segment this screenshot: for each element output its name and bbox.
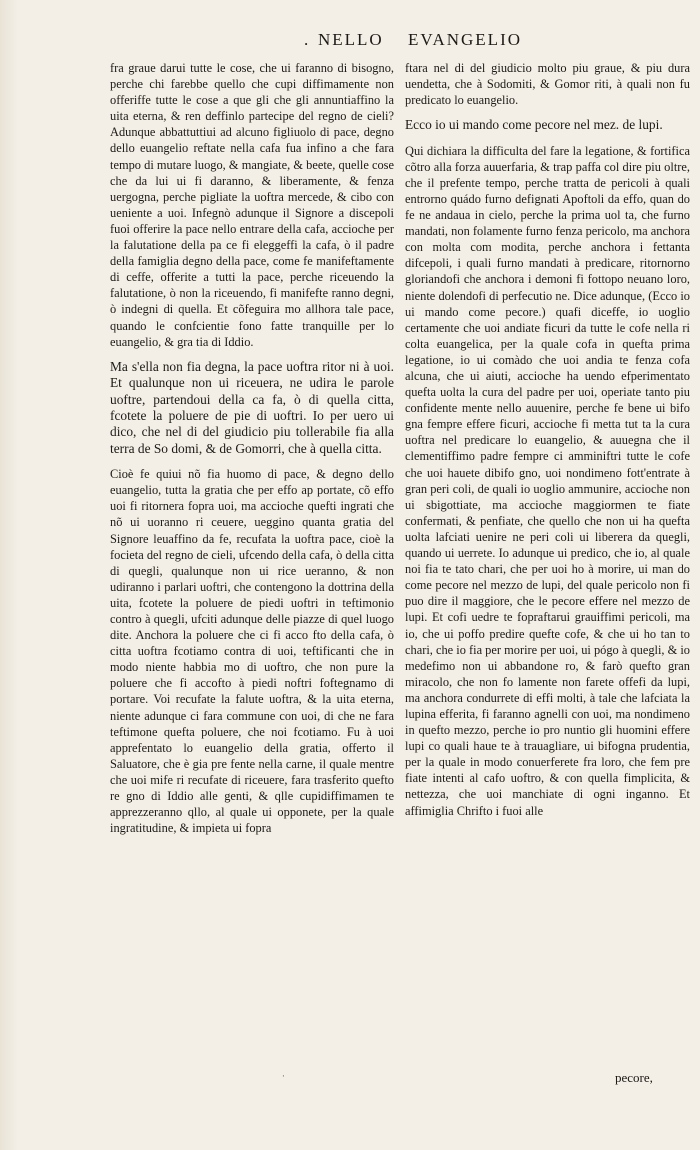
header-dot: . [304, 30, 311, 49]
left-paragraph-2: Cioè fe quiui nõ fia huomo di pace, & degno dello euangelio, tutta la gratia che per effo ap portate, cõ effo uoi fi ritornera fopra uoi, ma accioche quefti ingrati che nõ ui uoranno ri ceuere, ueggino quanta gratia del Signore leuaffino da fe, recufata la uoftra pace, cioè la focieta del regno de cieli, ufcendo della cafa, ò della citta di quegli, qualunque non ui rice ueranno, & non udiranno i parlari uoftri, che contengono la dottrina della uita, fcotete la poluere de piedi uoftri in teftimonio contro à quegli, ufciti adunque delle piazze di quel luogo dite. Anchora la poluere che ci fi acco fto della cafa, ò citta uoftra fcotiamo contra di uoi, teftificanti che in modo niente habbia mo di uoftro, che non pure la poluere che fi accofto à piedi noftri foftegnamo di portare. Voi recufate la falute uoftra, & la uita eterna, niente adunque ci fara commune con uoi, di che ne fara teftimone quefta poluere, che noi fcotiamo. Fu à uoi apprefentato lo euangelio della gratia, offerto il Saluatore, che è gia pre fente nella carne, il quale mentre che uoi mife ri recufate di riceuere, fara trasferito quefto re gno di Iddio alle genti, & qlle cupidiffimamen te apprezzeranno qllo, al quale ui opponete, per la quale ingratitudine, & impieta ui fopra [110, 467, 394, 836]
header-right-word: EVANGELIO [408, 30, 523, 49]
left-paragraph-1: fra graue darui tutte le cose, che ui faranno di bisogno, perche chi farebbe quello che cupi diffimamente non offeriffe tutte le cose a que gli che gli annuntiaffino la uita eterna, & ren deffinlo partecipe del regno de cieli? Adunque abbattuttiui ad alcuno figliuolo di pace, degno dello euangelio reftate nella cafa fua infino a che fara tempo di mutare luogo, & mangiate, & beete, quelle cose che da lui ui fi daranno, & liberamente, & fenza uergogna, perche pigliate la uoftra mercede, & cibo con ueniente a uoi. Infegnò adunque il Signore a discepoli fuoi offerire la pace nello entrare della cafa, accioche per la falutatione della pa ce fi eleggeffi la cafa, ò il padre della famiglia degno della pace, come fe manifeftamente di ceffe, offerite a tutti la pace, perche riceuendo la falutatione, ò non la riceuendo, fi manifefte ranno degni, ò indegni di quella. Et cõfeguira mo allhora tale pace, quando le confcientie fono fatte tranquille per lo euangelio, & gra tia di Iddio. [110, 61, 394, 349]
right-paragraph-1: ftara nel di del giudicio molto piu graue, & piu dura uendetta, che à Sodomiti, & Gomor riti, à quali non fu predicato lo euangelio. [405, 61, 690, 108]
catchword: pecore, [615, 1070, 653, 1085]
left-column [110, 60, 394, 845]
ink-mark: · [282, 1072, 285, 1082]
running-head [0, 30, 700, 52]
right-column [405, 60, 690, 828]
right-scripture-verse: Ecco io ui mando come pecore nel mez. de lupi. [405, 117, 663, 133]
header-left-word: NELLO [318, 30, 384, 49]
left-scripture-verse: Ma s'ella non fia degna, la pace uoftra ritor ni à uoi. Et qualunque non ui riceuera, ne udira le parole uoftre, partendoui della ca fa, ò di quella citta, fcotete la poluere de pie di uoftri. Io per uero ui dico, che nel di del giudicio piu tollerabile fia alla terra de So domi, & de Gomorri, che à quella citta. [110, 358, 394, 456]
right-paragraph-2: Qui dichiara la difficulta del fare la legatione, & fortifica cõtro alla forza auuerfaria, & trap paffa col dire piu oltre, che il prefente tempo, perche tratta de pericoli à quali entrorno quádo furno defignati Apoftoli da effo, quan do fe ne andaua in cielo, perche la prima uol ta, che furno mandati, non folamente furno fenza pericolo, ma anchora con molta com modita, perche anchora i fettanta difcepoli, i quali furno mandati à predicare, ritornorno gloriandofi che anchora i demoni fi fottopo neuano loro, niente dolendofi di perfecutio ne. Dice adunque, (Ecco io ui mando come pecore.) quafi diceffe, io uoglio certamente che uoi andiate ficuri da tutte le cofe nella ri colta euangelica, per la quale cofa in quefta prima legatione, io ui comàdo che uoi andia te fenza cofa alcuna, che ui aiuti, accioche ha uendo efperimentato quefta uolta la cura del padre per uoi, operiate tanto piu confidente mente nello auuenire, perche fe bene ui bifo gna fempre effere ficuri, accioche fi metta tut ta la cura uoftra nel predicare lo euangelio, & auuegna che il clementiffimo padre fempre ci amminiftri tutte le cofe che uoi hauete dibifo gno, uoi nondimeno fott'entrate à gran peri coli, de quali io uoglio ammunire, accioche non ui sbigottiate, ma accioche maggiormen te fiate confermati, & penfiate, che quello che non ui ha quefta uolta lafciati uenire ne peri coli ui liberera da quegli, quando ui uerrete. Io adunque ui predico, che io, al quale noi fia te tato chari, che per uoi ho à morire, ui man do come pecore nel mezzo de lupi, del quale pericolo non fi puo dire il maggiore, che le pecore effere nel mezzo de lupi. Et cofi uedre te fopraftarui grauiffimi pericoli, ma io, che ui poffo predire quefte cofe, & che ui ho tan to chari, che io fia per morire per uoi, ui pógo à quegli, & io medefimo non ui abbandone ro, & farò quefto gran miracolo, che non fo lamente non farete offefi da lupi, ma anchora condurrete di effi molti, à tale che lafciata la lupina efferita, fi faranno agnelli con uoi, ma nondimeno in quefto mezzo, perche io pro nuntio gli huomini effere lupi co quali haue te à trauagliare, ui bifogna prudentia, per la quale in modo conuerferete fra loro, che fem pre fiate intenti al cafo uoftro, & con quella fimplicita, & nettezza, che uoi manchiate di ogni inganno. Et affimiglia Chrifto i fuoi alle [405, 143, 690, 818]
